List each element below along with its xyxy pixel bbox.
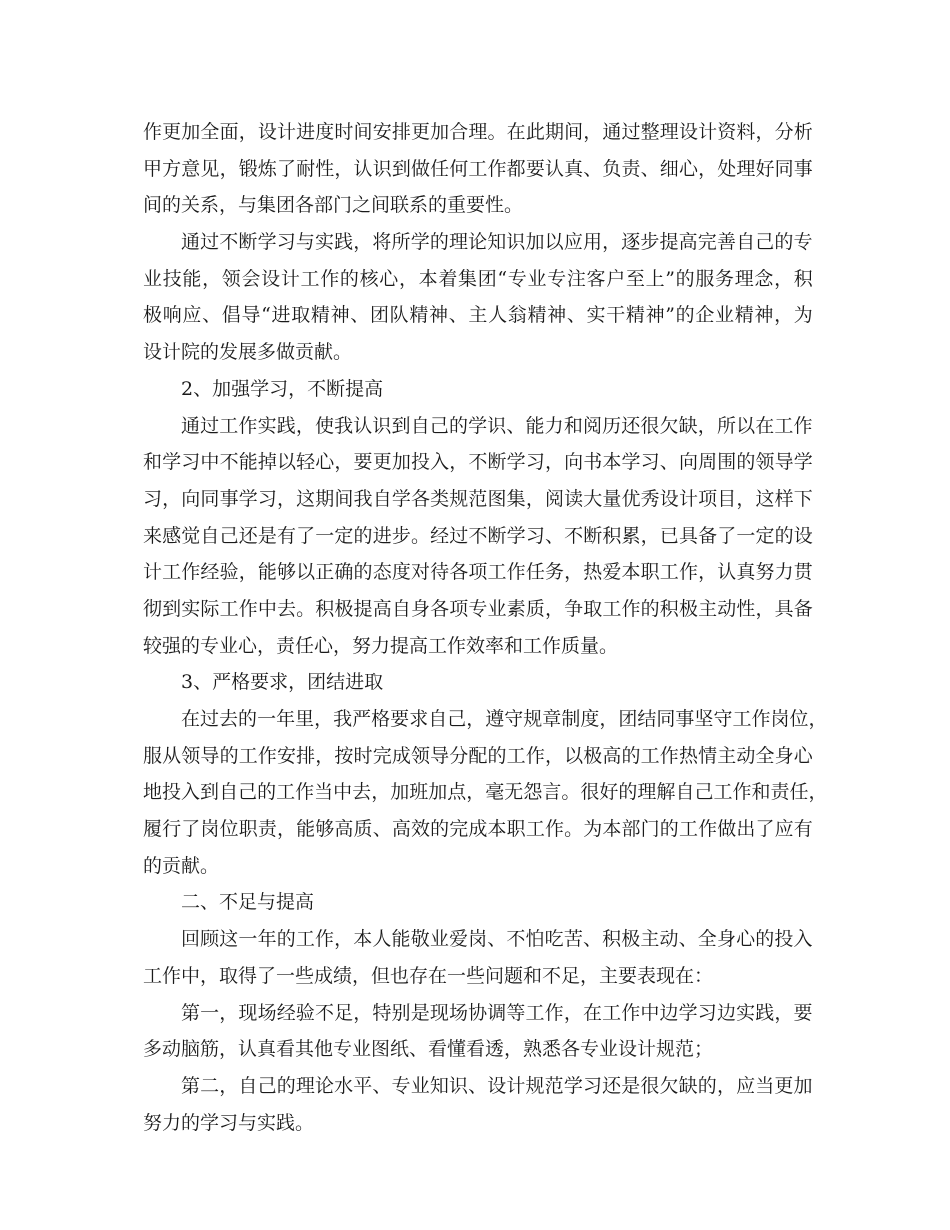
- text-line: 努力的学习与实践。: [143, 1111, 315, 1134]
- text-line: 回 顾 这 一 年 的 工 作 ， 本 人 能 敬 业 爱 岗 、 不 怕 吃 苦 、 积 极 主 动 、 全 身 心 的 投 入: [181, 928, 813, 951]
- text-line: 通 过 不 断 学 习 与 实 践 ， 将 所 学 的 理 论 知 识 加 以 应 用 ， 逐 步 提 高 完 善 自 己 的 专: [181, 231, 813, 254]
- text-line: 在 过 去 的 一 年 里 ， 我 严 格 要 求 自 己 ， 遵 守 规 章 制 度 ， 团 结 同 事 坚 守 工 作 岗 位 ，: [181, 708, 828, 730]
- text-line: 来 感 觉 自 己 还 是 有 了 一 定 的 进 步 。 经 过 不 断 学 习 、 不 断 积 累 ， 已 具 备 了 一 定 的 设: [143, 524, 813, 547]
- text-line: 二、不足与提高: [181, 891, 315, 914]
- text-line: 2、加强学习，不断提高: [181, 377, 384, 400]
- text-line: 较强的专业心，责任心，努力提高工作效率和工作质量。: [143, 634, 619, 657]
- text-line: 3、严格要求，团结进取: [181, 671, 384, 694]
- text-line: 多动脑筋，认真看其他专业图纸、看懂看透，熟悉各专业设计规范；: [143, 1038, 714, 1061]
- text-line: 履 行 了 岗 位 职 责 ， 能 够 高 质 、 高 效 的 完 成 本 职 工 作 。 为 本 部 门 的 工 作 做 出 了 应 有: [143, 818, 813, 841]
- document-body: [143, 114, 828, 1141]
- text-line: 工作中，取得了一些成绩，但也存在一些问题和不足，主要表现在：: [143, 964, 714, 987]
- text-line: 彻 到 实 际 工 作 中 去 。 积 极 提 高 自 身 各 项 专 业 素 质 ， 争 取 工 作 的 积 极 主 动 性 ， 具 备: [143, 597, 813, 620]
- text-line: 服 从 领 导 的 工 作 安 排 ， 按 时 完 成 领 导 分 配 的 工 作 ， 以 极 高 的 工 作 热 情 主 动 全 身 心: [143, 744, 813, 767]
- text-line: 作 更 加 全 面 ， 设 计 进 度 时 间 安 排 更 加 合 理 。 在 此 期 间 ， 通 过 整 理 设 计 资 料 ， 分 析: [143, 121, 813, 143]
- text-line: 第 一 ， 现 场 经 验 不 足 ， 特 别 是 现 场 协 调 等 工 作 ， 在 工 作 中 边 学 习 边 实 践 ， 要: [181, 1001, 813, 1024]
- text-line: 间的关系，与集团各部门之间联系的重要性。: [143, 194, 524, 217]
- text-line: 设计院的发展多做贡献。: [143, 341, 353, 364]
- text-line: 甲 方 意 见 ， 锻 炼 了 耐 性 ， 认 识 到 做 任 何 工 作 都 要 认 真 、 负 责 、 细 心 ， 处 理 好 同 事: [143, 157, 813, 180]
- text-line: 的贡献。: [143, 854, 220, 877]
- text-line: 计 工 作 经 验 ， 能 够 以 正 确 的 态 度 对 待 各 项 工 作 任 务 ， 热 爱 本 职 工 作 ， 认 真 努 力 贯: [143, 561, 813, 584]
- text-line: 第 二 ， 自 己 的 理 论 水 平 、 专 业 知 识 、 设 计 规 范 学 习 还 是 很 欠 缺 的 ， 应 当 更 加: [181, 1074, 813, 1097]
- text-line: 通 过 工 作 实 践 ， 使 我 认 识 到 自 己 的 学 识 、 能 力 和 阅 历 还 很 欠 缺 ， 所 以 在 工 作: [181, 414, 813, 437]
- text-line: 业 技 能 ， 领 会 设 计 工 作 的 核 心 ， 本 着 集 团 “ 专 业 专 注 客 户 至 上 ” 的 服 务 理 念 ， 积: [143, 267, 813, 290]
- text-line: 和 学 习 中 不 能 掉 以 轻 心 ， 要 更 加 投 入 ， 不 断 学 习 ， 向 书 本 学 习 、 向 周 围 的 领 导 学: [143, 451, 813, 474]
- text-line: 极 响 应 、 倡 导 “ 进 取 精 神 、 团 队 精 神 、 主 人 翁 精 神 、 实 干 精 神 ” 的 企 业 精 神 ， 为: [143, 304, 813, 327]
- text-line: 习 ， 向 同 事 学 习 ， 这 期 间 我 自 学 各 类 规 范 图 集 ， 阅 读 大 量 优 秀 设 计 项 目 ， 这 样 下: [143, 487, 813, 510]
- text-line: 地 投 入 到 自 己 的 工 作 当 中 去 ， 加 班 加 点 ， 毫 无 怨 言 。 很 好 的 理 解 自 己 工 作 和 责 任 ，: [143, 781, 828, 804]
